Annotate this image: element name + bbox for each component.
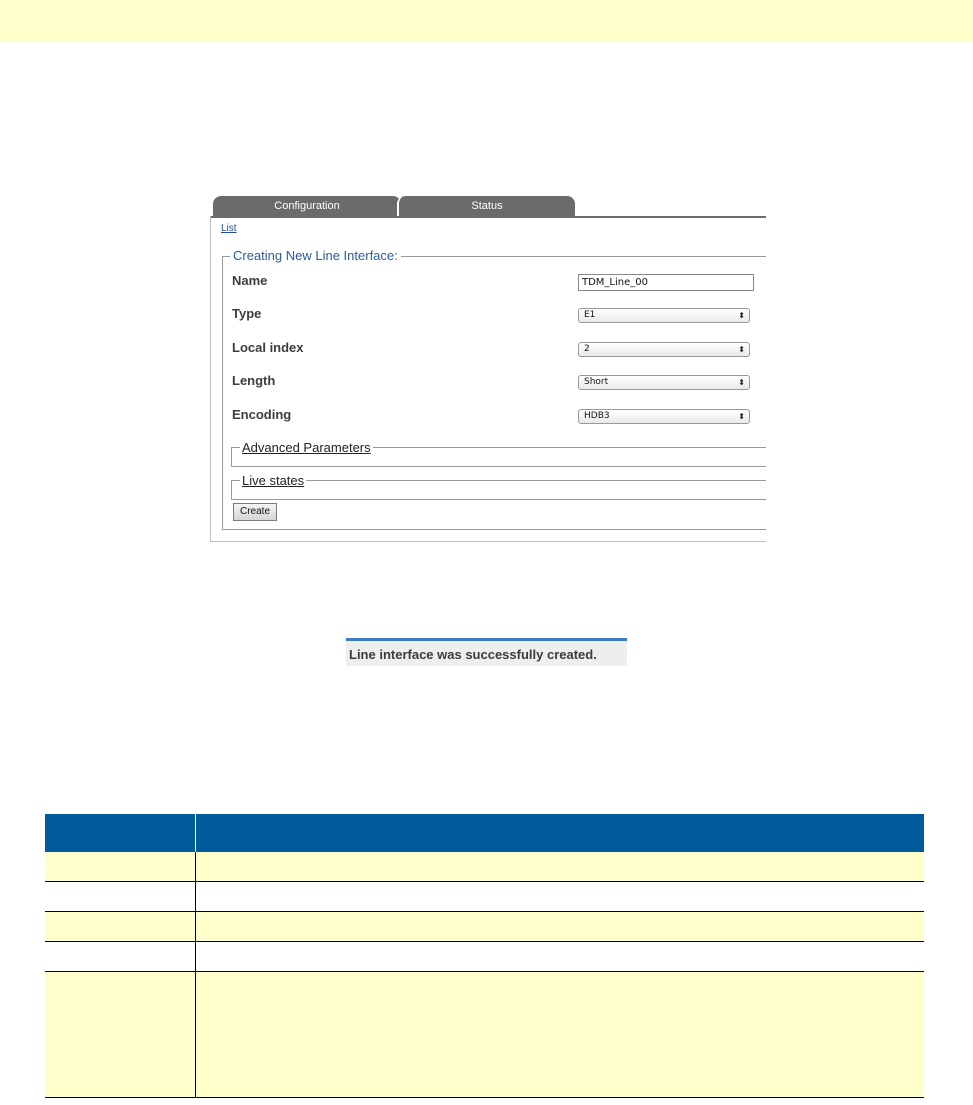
- length-select[interactable]: [578, 375, 750, 390]
- web-ui-screenshot: [210, 196, 766, 542]
- create-button[interactable]: Create: [233, 503, 277, 521]
- select-arrows-icon: ⬍: [738, 412, 745, 421]
- select-arrows-icon: ⬍: [738, 345, 745, 354]
- table-row: [45, 942, 924, 972]
- advanced-parameters-toggle[interactable]: Advanced Parameters: [242, 440, 371, 455]
- tab-bar: [210, 196, 766, 218]
- live-states-fieldset: [231, 480, 766, 500]
- table-row: [45, 972, 924, 1098]
- success-message: Line interface was successfully created.: [346, 638, 627, 666]
- select-arrows-icon: ⬍: [738, 311, 745, 320]
- table-header: [45, 814, 924, 852]
- select-arrows-icon: ⬍: [738, 378, 745, 387]
- encoding-select-value: HDB3: [584, 411, 610, 421]
- length-label: Length: [232, 373, 276, 388]
- local-index-select-value: 2: [584, 344, 590, 354]
- type-label: Type: [232, 306, 262, 321]
- name-input[interactable]: TDM_Line_00: [578, 274, 754, 291]
- encoding-label: Encoding: [232, 407, 292, 422]
- column-divider: [195, 814, 196, 852]
- table-row: [45, 882, 924, 912]
- name-label: Name: [232, 273, 268, 288]
- type-select[interactable]: [578, 308, 750, 323]
- page-header-band: [0, 0, 973, 42]
- encoding-select[interactable]: [578, 409, 750, 424]
- tab-configuration[interactable]: Configuration: [213, 196, 401, 218]
- tab-status[interactable]: Status: [397, 196, 575, 218]
- local-index-label: Local index: [232, 340, 304, 355]
- local-index-select[interactable]: [578, 342, 750, 357]
- table-row: [45, 912, 924, 942]
- table-row: [45, 852, 924, 882]
- length-select-value: Short: [584, 377, 609, 387]
- fieldset-legend: Creating New Line Interface:: [230, 248, 401, 263]
- live-states-toggle[interactable]: Live states: [242, 473, 305, 488]
- list-link[interactable]: List: [221, 223, 237, 234]
- type-select-value: E1: [584, 310, 596, 320]
